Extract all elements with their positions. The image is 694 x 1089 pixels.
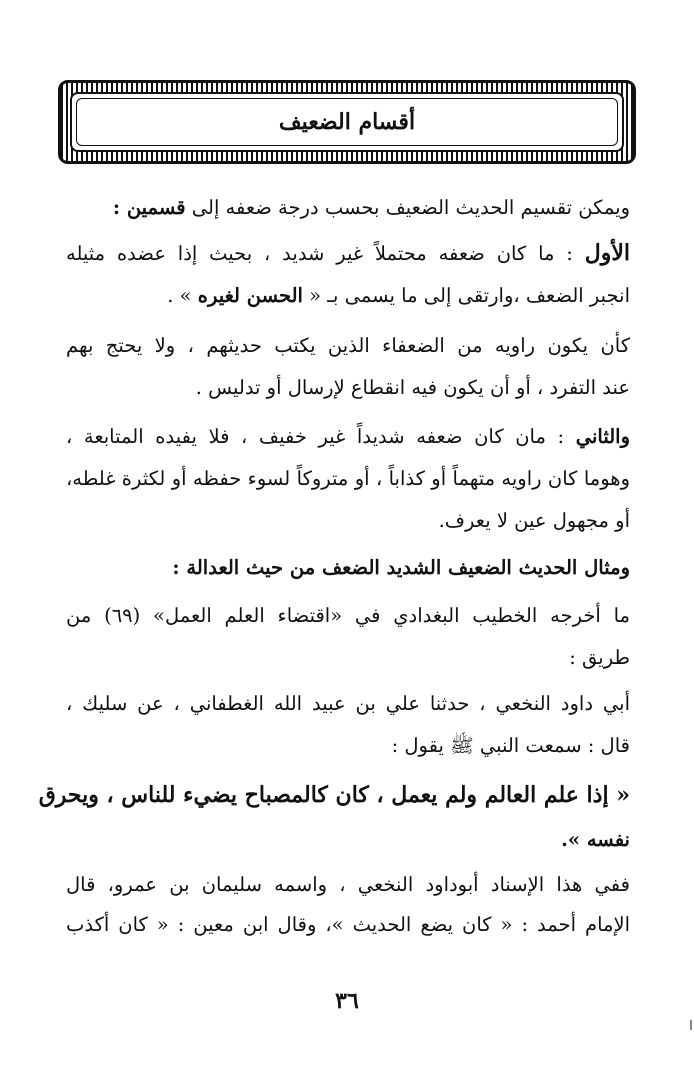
chapter-title: أقسام الضعيف [278, 109, 416, 135]
text-span: كأن يكون راويه من الضعفاء الذين يكتب حديثهم ، ولا يحتج بهم [66, 334, 630, 357]
text-span: طريق : [569, 646, 630, 669]
text-line-13 [66, 734, 630, 762]
example-heading: ومثال الحديث الضعيف الشديد الضعف من حيث العدالة : [172, 556, 630, 579]
text-line-6 [66, 425, 630, 448]
section-label-second: والثاني [575, 425, 630, 448]
bold-term: قسمين : [112, 196, 186, 219]
text-span: أبي داود النخعي ، حدثنا علي بن عبيد الله الغطفاني ، عن سليك ، [66, 692, 630, 715]
bold-term: الحسن لغيره [197, 284, 303, 307]
text-line-10 [66, 604, 630, 627]
text-span: ما أخرجه الخطيب البغدادي في «اقتضاء العلم العمل» (٦٩) من [66, 604, 630, 627]
page-number: ٣٦ [335, 988, 359, 1014]
scan-edge-mark [690, 1020, 692, 1030]
text-line-16 [66, 873, 630, 896]
text-line-11 [66, 646, 630, 669]
text-span: وهوما كان راويه متهماً أو كذاباً ، أو متروكاً لسوء حفظه أو لكثرة غلطه، [66, 467, 630, 490]
text-span: أو مجهول عين لا يعرف. [438, 509, 630, 532]
text-line-14 [38, 782, 630, 808]
text-line-4 [66, 334, 630, 357]
text-span: انجبر الضعف ،وارتقى إلى ما يسمى بـ « [309, 284, 630, 307]
text-span: ففي هذا الإسناد أبوداود النخعي ، واسمه سليمان بن عمرو، قال [66, 873, 630, 896]
text-line-2 [66, 240, 630, 266]
text-span: قال : سمعت النبي ﷺ يقول : [391, 734, 630, 757]
text-span: : ما كان ضعفه محتملاً غير شديد ، بحيث إذا عضده مثيله [66, 242, 573, 265]
section-label-first: الأول [584, 240, 630, 266]
chapter-title-frame [58, 80, 636, 164]
text-line-1 [66, 196, 630, 219]
text-span: الإمام أحمد : « كان يضع الحديث »، وقال ابن معين : « كان أكذب [66, 913, 630, 936]
text-line-8 [66, 509, 630, 532]
text-line-5 [66, 376, 630, 399]
chapter-title-inner [70, 92, 624, 152]
text-line-15 [66, 828, 630, 851]
text-span: » . [167, 284, 192, 307]
text-line-12 [66, 692, 630, 715]
hadith-quote: « إذا علم العالم ولم يعمل ، كان كالمصباح يضيء للناس ، ويحرق [38, 782, 630, 808]
text-line-7 [66, 467, 630, 490]
text-line-9 [66, 556, 630, 579]
text-line-3 [66, 284, 630, 307]
text-span: ويمكن تقسيم الحديث الضعيف بحسب درجة ضعفه إلى [191, 196, 630, 219]
text-span: : مان كان ضعفه شديداً غير خفيف ، فلا يفيده المتابعة ، [66, 425, 565, 448]
hadith-quote-end: نفسه ». [561, 828, 630, 851]
text-span: عند التفرد ، أو أن يكون فيه انقطاع لإرسال أو تدليس . [195, 376, 630, 399]
text-line-17 [66, 913, 630, 936]
